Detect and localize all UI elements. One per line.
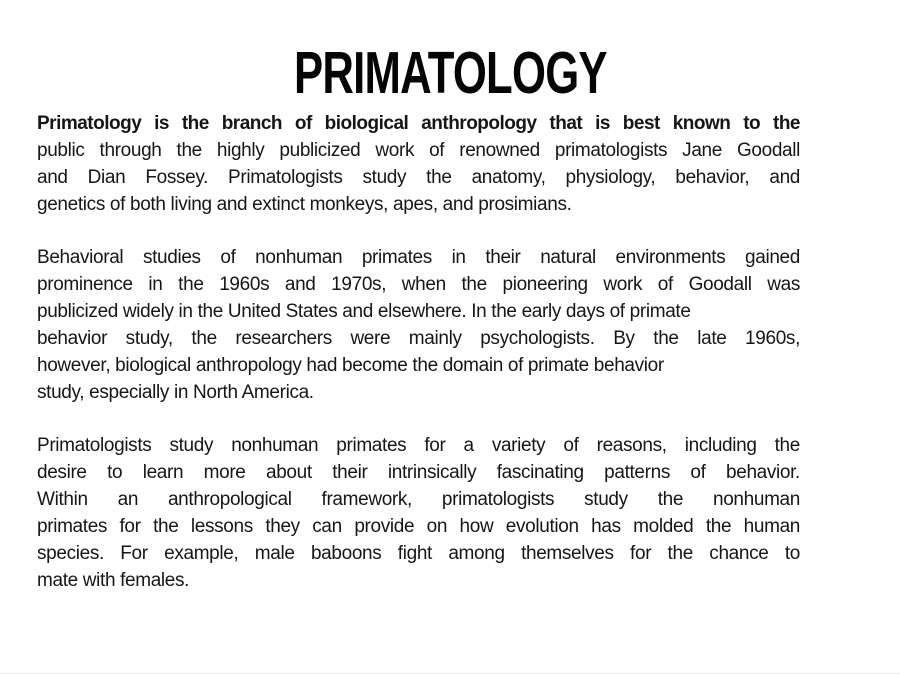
text-line: study, especially in North America. [37, 382, 314, 403]
text-line: behavior study, the researchers were mainly psychologists. By the late 1960s, [37, 328, 800, 349]
text-line: mate with females. [37, 570, 190, 591]
slide-bottom-edge-line [0, 673, 900, 674]
text-line: publicized widely in the United States and elsewhere. In the early days of primate [37, 301, 691, 322]
text-line: however, biological anthropology had become the domain of primate behavior [37, 355, 664, 376]
text-line: Behavioral studies of nonhuman primates in their natural environments gained [37, 247, 800, 268]
text-line: primates for the lessons they can provide on how evolution has molded the human [37, 516, 800, 537]
text-line: and Dian Fossey. Primatologists study the anatomy, physiology, behavior, and [37, 167, 800, 188]
paragraph-behavioral-studies [37, 244, 800, 406]
text-line: desire to learn more about their intrinsically fascinating patterns of behavior. [37, 462, 800, 483]
text-line: genetics of both living and extinct monkeys, apes, and prosimians. [37, 194, 572, 215]
text-line: Primatologists study nonhuman primates for a variety of reasons, including the [37, 435, 800, 456]
text-line: prominence in the 1960s and 1970s, when the pioneering work of Goodall was [37, 274, 800, 295]
title-container [0, 0, 900, 106]
page-title: PRIMATOLOGY [293, 40, 607, 106]
text-line: public through the highly publicized work of renowned primatologists Jane Goodall [37, 140, 800, 161]
text-line: Within an anthropological framework, primatologists study the nonhuman [37, 489, 800, 510]
body-text [37, 110, 800, 594]
text-line: Primatology is the branch of biological anthropology that is best known to the [37, 113, 800, 134]
paragraph-intro [37, 110, 800, 218]
paragraph-reasons [37, 432, 800, 594]
text-line: species. For example, male baboons fight among themselves for the chance to [37, 543, 800, 564]
